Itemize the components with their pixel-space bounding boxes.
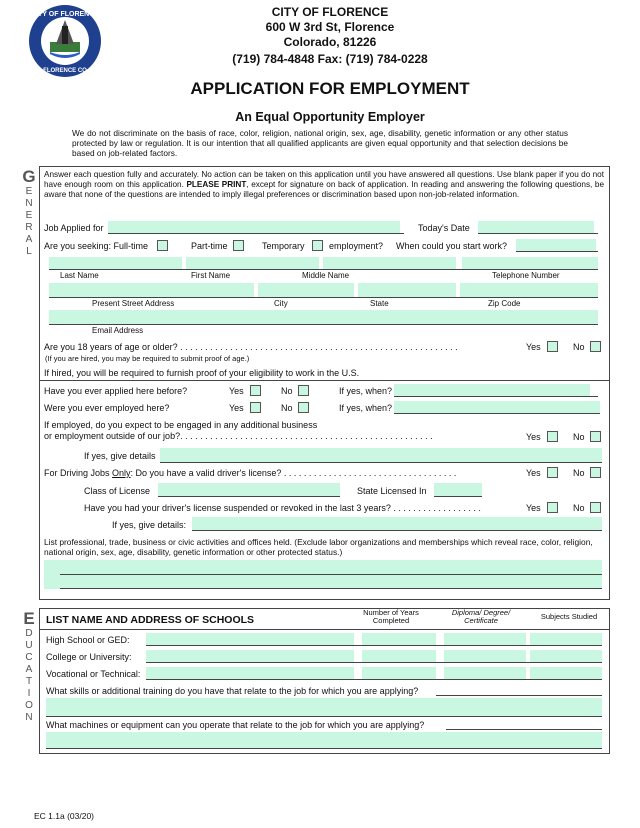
part-time-checkbox[interactable]: [233, 240, 244, 251]
employed-when-field[interactable]: [394, 401, 600, 413]
college-diploma-field[interactable]: [444, 650, 526, 662]
divider-eligibility: [39, 380, 610, 381]
age-note: (If you are hired, you may be required to submit proof of age.): [45, 354, 250, 363]
applied-yes-label: Yes: [229, 386, 244, 396]
org-address-line2: Colorado, 81226: [283, 35, 377, 49]
section-frame-top: [39, 166, 610, 167]
todays-date-field[interactable]: [478, 221, 594, 233]
high-school-years-field[interactable]: [362, 633, 436, 645]
applied-when-field[interactable]: [394, 384, 590, 396]
employed-yes-label: Yes: [229, 403, 244, 413]
temporary-checkbox[interactable]: [312, 240, 323, 251]
col-diploma: Diploma/ Degree/ Certificate: [451, 608, 511, 625]
details-label: If yes, give details: [84, 451, 156, 461]
start-work-label: When could you start work?: [396, 241, 508, 251]
email-field[interactable]: [49, 310, 598, 324]
org-phone-fax: (719) 784-4848 Fax: (719) 784-0228: [232, 52, 428, 66]
section-frame-left: [39, 166, 40, 600]
applied-no-checkbox[interactable]: [298, 385, 309, 396]
suspended-yes-checkbox[interactable]: [547, 502, 558, 513]
additional-employment-q1: If employed, do you expect to be engaged in any additional business: [44, 420, 318, 430]
suspended-yes-label: Yes: [526, 503, 541, 513]
suspended-question: Have you had your driver's license suspended or revoked in the last 3 years? . . . . . . . . . . . . . . . . . .: [84, 503, 481, 513]
schools-heading: LIST NAME AND ADDRESS OF SCHOOLS: [46, 614, 255, 626]
skills-line: [46, 716, 602, 717]
state-field[interactable]: [358, 283, 456, 297]
instructions: Answer each question fully and accurately. No action can be taken on this application until you have answered all questions. Use blank paper if you do not have enough room on this application. PLEASE PRINT, except for signature on back of application. In reading and answering the following questions, be aware that none of the questions are intended to imply illegal preferences or discrimination based upon non-job-related information.: [44, 170, 604, 199]
high-school-diploma-field[interactable]: [444, 633, 526, 645]
college-label: College or University:: [46, 652, 132, 662]
applied-when-label: If yes, when?: [339, 386, 393, 396]
schools-heading-line: [39, 629, 610, 630]
applied-when-line: [394, 396, 598, 397]
job-applied-field[interactable]: [108, 221, 400, 233]
additional-no-label: No: [573, 432, 585, 442]
high-school-subjects-field[interactable]: [530, 633, 602, 645]
general-side-label: G E N E R A L: [22, 167, 36, 257]
city-field[interactable]: [258, 283, 354, 297]
college-line: [146, 662, 602, 663]
details-field[interactable]: [160, 448, 602, 462]
age-yes-checkbox[interactable]: [547, 341, 558, 352]
additional-yes-label: Yes: [526, 432, 541, 442]
additional-employment-q2: or employment outside of our job?. . . . . . . . . . . . . . . . . . . . . . . . . . . . . . . . . . . . . . . . . . . . . . . . . . .: [44, 431, 433, 441]
license-class-field[interactable]: [158, 483, 340, 496]
details-line: [160, 462, 602, 463]
age-yes-label: Yes: [526, 342, 541, 352]
machines-question: What machines or equipment can you operate that relate to the job for which you are applying?: [46, 720, 425, 730]
vocational-name-field[interactable]: [146, 667, 354, 679]
todays-date-label: Today's Date: [418, 223, 470, 233]
eligibility-note: If hired, you will be required to furnish proof of your eligibility to work in the U.S.: [44, 368, 360, 378]
professional-activities-question: List professional, trade, business or civic activities and offices held. (Exclude labor organizations and memberships which reveal race, color, religion, national origin, sex, age, disability, genetic information or other protected status.): [44, 537, 593, 557]
machines-line: [46, 748, 602, 749]
vocational-subjects-field[interactable]: [530, 667, 602, 679]
job-applied-line: [108, 233, 404, 234]
driving-license-question: For Driving Jobs Only: Do you have a valid driver's license? . . . . . . . . . . . . . . . . . . . . . . . . . . . . . . . . . . .: [44, 468, 457, 478]
high-school-name-field[interactable]: [146, 633, 354, 645]
form-code: EC 1.1a (03/20): [34, 811, 95, 821]
col-years-completed: Number of Years Completed: [363, 608, 419, 625]
last-name-label: Last Name: [60, 271, 99, 280]
city-label: City: [274, 299, 288, 308]
vocational-line: [146, 679, 602, 680]
state-licensed-label: State Licensed In: [357, 486, 427, 496]
machines-field[interactable]: [46, 732, 602, 748]
last-name-field[interactable]: [49, 257, 182, 269]
suspended-details-line: [192, 530, 602, 531]
svg-text:CITY OF FLORENCE: CITY OF FLORENCE: [31, 11, 99, 18]
professional-line-2: [60, 588, 602, 589]
first-name-label: First Name: [191, 271, 231, 280]
age-no-checkbox[interactable]: [590, 341, 601, 352]
temporary-label: Temporary: [262, 241, 305, 251]
state-label: State: [370, 299, 389, 308]
eeo-statement: We do not discriminate on the basis of race, color, religion, national origin, sex, age, disability, genetic information or any other status protected by law or regulation. It is our intention that all qualified applicants are given equal opportunity and that selection decisions be based on job-related factors.: [72, 128, 568, 158]
svg-text:FLORENCE CO: FLORENCE CO: [43, 68, 87, 74]
age-question: Are you 18 years of age or older? . . . . . . . . . . . . . . . . . . . . . . . . . . . . . . . . . . . . . . . . . . . . . . . . . . . . . . . .: [44, 342, 458, 352]
section-frame-right: [609, 166, 610, 600]
applied-before-label: Have you ever applied here before?: [44, 386, 188, 396]
employed-when-line: [394, 413, 600, 414]
college-years-field[interactable]: [362, 650, 436, 662]
license-class-label: Class of License: [84, 486, 151, 496]
suspended-details-label: If yes, give details:: [112, 520, 187, 530]
vocational-label: Vocational or Technical:: [46, 669, 141, 679]
college-subjects-field[interactable]: [530, 650, 602, 662]
middle-name-field[interactable]: [323, 257, 456, 269]
email-label: Email Address: [92, 326, 144, 335]
additional-no-checkbox[interactable]: [590, 431, 601, 442]
college-name-field[interactable]: [146, 650, 354, 662]
employed-yes-checkbox[interactable]: [250, 402, 261, 413]
professional-line-1: [60, 574, 602, 575]
vocational-years-field[interactable]: [362, 667, 436, 679]
age-no-label: No: [573, 342, 585, 352]
employed-when-label: If yes, when?: [339, 403, 393, 413]
org-name: CITY OF FLORENCE: [271, 5, 389, 19]
suspended-no-label: No: [573, 503, 585, 513]
employed-no-checkbox[interactable]: [298, 402, 309, 413]
vocational-diploma-field[interactable]: [444, 667, 526, 679]
col-subjects: Subjects Studied: [540, 612, 598, 621]
education-frame-top: [39, 608, 610, 609]
street-address-label: Present Street Address: [92, 299, 175, 308]
state-licensed-field[interactable]: [434, 483, 482, 496]
applied-no-label: No: [281, 386, 293, 396]
zip-code-label: Zip Code: [488, 299, 521, 308]
job-applied-label: Job Applied for: [44, 223, 104, 233]
seeking-full-time-label: Are you seeking: Full-time: [44, 241, 149, 251]
employed-no-label: No: [281, 403, 293, 413]
org-address-line1: 600 W 3rd St, Florence: [265, 20, 395, 34]
skills-field[interactable]: [46, 698, 602, 716]
start-work-field[interactable]: [516, 239, 596, 251]
suspended-no-checkbox[interactable]: [590, 502, 601, 513]
state-licensed-line: [434, 496, 482, 497]
license-yes-label: Yes: [526, 468, 541, 478]
middle-name-label: Middle Name: [302, 271, 350, 280]
skills-answer-line: [436, 695, 602, 696]
telephone-label: Telephone Number: [492, 271, 560, 280]
license-yes-checkbox[interactable]: [547, 467, 558, 478]
high-school-label: High School or GED:: [46, 635, 130, 645]
skills-question: What skills or additional training do you have that relate to the job for which you are applying?: [46, 686, 419, 696]
employment-label: employment?: [329, 241, 384, 251]
zip-code-field[interactable]: [460, 283, 598, 297]
page-subtitle: An Equal Opportunity Employer: [235, 110, 425, 124]
city-seal-logo: [28, 4, 102, 78]
additional-yes-checkbox[interactable]: [547, 431, 558, 442]
full-time-checkbox[interactable]: [157, 240, 168, 251]
education-frame-bottom: [39, 753, 610, 754]
section-frame-bottom: [39, 599, 610, 600]
todays-date-line: [478, 233, 598, 234]
license-no-label: No: [573, 468, 585, 478]
education-side-label: E D U C A T I O N: [23, 609, 35, 723]
suspended-details-field[interactable]: [192, 517, 602, 530]
start-work-line: [516, 251, 598, 252]
employed-before-label: Were you ever employed here?: [44, 403, 170, 413]
page-title: APPLICATION FOR EMPLOYMENT: [190, 79, 470, 98]
license-no-checkbox[interactable]: [590, 467, 601, 478]
street-address-field[interactable]: [49, 283, 254, 297]
high-school-line: [146, 645, 602, 646]
part-time-label: Part-time: [191, 241, 228, 251]
license-class-line: [158, 496, 340, 497]
telephone-field[interactable]: [462, 257, 598, 269]
machines-answer-line: [446, 729, 602, 730]
first-name-field[interactable]: [186, 257, 319, 269]
applied-yes-checkbox[interactable]: [250, 385, 261, 396]
